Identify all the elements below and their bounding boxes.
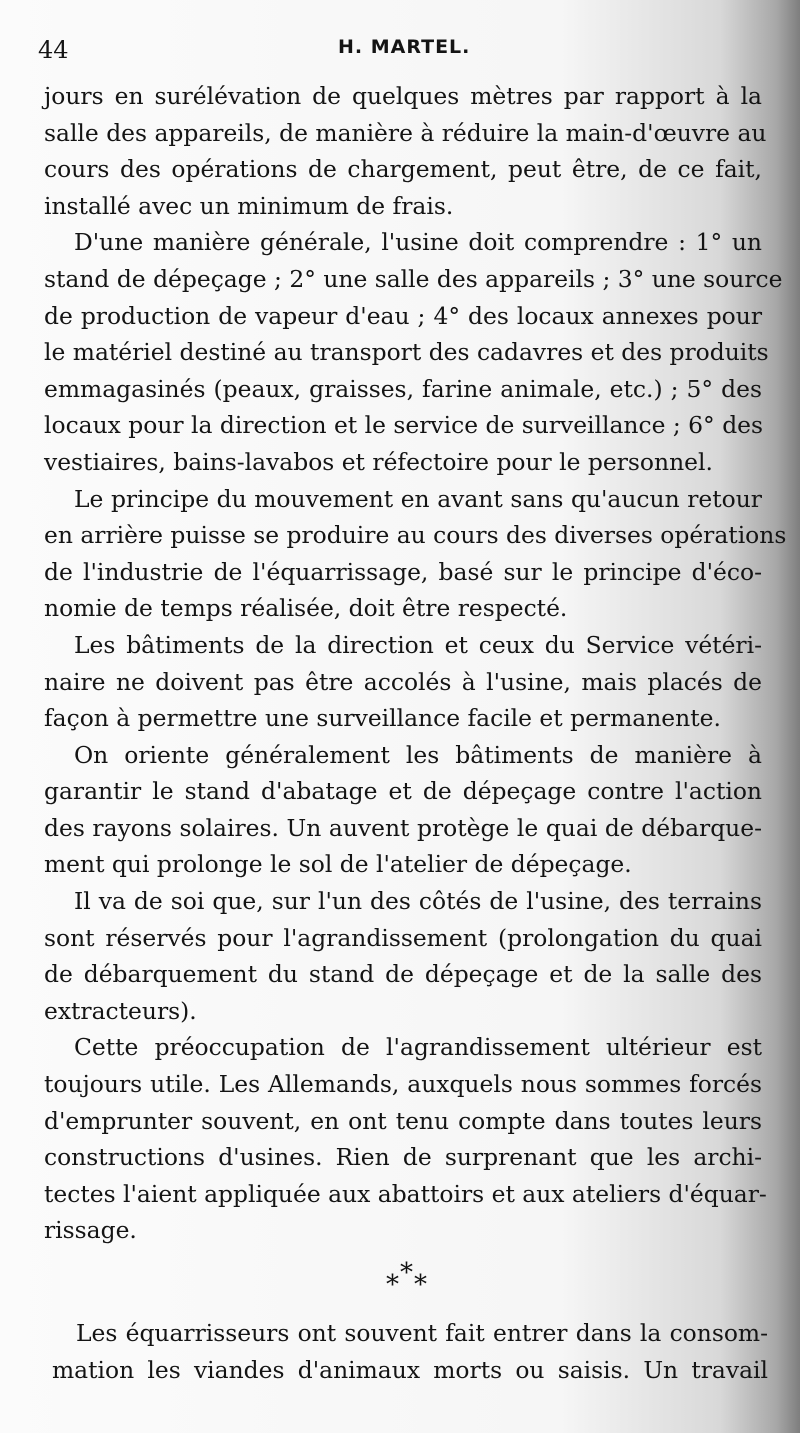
text-line: toujours utile. Les Allemands, auxquels nous sommes forcés	[44, 1070, 762, 1099]
text-line: vestiaires, bains-lavabos et réfectoire pour le personnel.	[44, 447, 713, 476]
text-line: locaux pour la direction et le service de surveillance ; 6° des	[44, 411, 764, 440]
paragraph-first-line: Les équarrisseurs ont souvent fait entrer dans la consom-	[76, 1319, 768, 1347]
asterism-star: *	[386, 1270, 399, 1300]
text-line: stand de dépeçage ; 2° une salle des appareils ; 3° une source	[44, 264, 783, 293]
paragraph-first-line: On oriente généralement les bâtiments de manière à	[74, 740, 762, 769]
text-line: mation les viandes d'animaux morts ou saisis. Un travail	[52, 1355, 768, 1384]
paragraph-first-line: Le principe du mouvement en avant sans qu'aucun retour	[74, 484, 762, 513]
asterism	[380, 1258, 440, 1298]
text-line: d'emprunter souvent, en ont tenu compte dans toutes leurs	[44, 1106, 762, 1135]
paragraph-first-line: Cette préoccupation de l'agrandissement ultérieur est	[74, 1033, 762, 1062]
text-line: cours des opérations de chargement, peut être, de ce fait,	[44, 155, 762, 184]
text-line: garantir le stand d'abatage et de dépeçage contre l'action	[44, 777, 762, 806]
text-line: nomie de temps réalisée, doit être respecté.	[44, 594, 568, 623]
body-text	[44, 78, 787, 1249]
text-line: naire ne doivent pas être accolés à l'usine, mais placés de	[44, 667, 762, 696]
page-header	[38, 30, 768, 66]
text-line: en arrière puisse se produire au cours des diverses opérations	[44, 521, 787, 550]
asterism-star: *	[414, 1270, 427, 1300]
text-line: de l'industrie de l'équarrissage, basé sur le principe d'éco-	[44, 557, 762, 586]
asterism-star: *	[400, 1258, 413, 1288]
text-line: installé avec un minimum de frais.	[44, 191, 454, 220]
running-head: H. MARTEL.	[338, 36, 471, 58]
text-line: ment qui prolonge le sol de l'atelier de dépeçage.	[44, 850, 632, 879]
text-line: constructions d'usines. Rien de surprenant que les archi-	[44, 1143, 762, 1172]
text-line: rissage.	[44, 1216, 137, 1245]
paragraph-first-line: D'une manière générale, l'usine doit comprendre : 1° un	[74, 228, 762, 257]
text-line: de débarquement du stand de dépeçage et de la salle des	[44, 960, 762, 989]
paragraph-first-line: Il va de soi que, sur l'un des côtés de l'usine, des terrains	[74, 887, 762, 916]
text-line: extracteurs).	[44, 996, 197, 1025]
text-line: sont réservés pour l'agrandissement (prolongation du quai	[44, 923, 762, 952]
paragraph-first-line: Les bâtiments de la direction et ceux du Service vétéri-	[74, 630, 762, 659]
text-line: de production de vapeur d'eau ; 4° des locaux annexes pour	[44, 301, 762, 330]
text-line: tectes l'aient appliquée aux abattoirs et aux ateliers d'équar-	[44, 1179, 767, 1208]
text-line: le matériel destiné au transport des cadavres et des produits	[44, 338, 769, 367]
text-line: des rayons solaires. Un auvent protège le quai de débarque-	[44, 813, 762, 842]
continuation-paragraph	[52, 1315, 768, 1388]
text-line: salle des appareils, de manière à réduire la main-d'œuvre au	[44, 118, 767, 147]
text-line: emmagasinés (peaux, graisses, farine animale, etc.) ; 5° des	[44, 374, 762, 403]
text-line: façon à permettre une surveillance facile et permanente.	[44, 704, 721, 733]
text-line: jours en surélévation de quelques mètres par rapport à la	[44, 82, 762, 110]
page-number: 44	[38, 36, 69, 64]
